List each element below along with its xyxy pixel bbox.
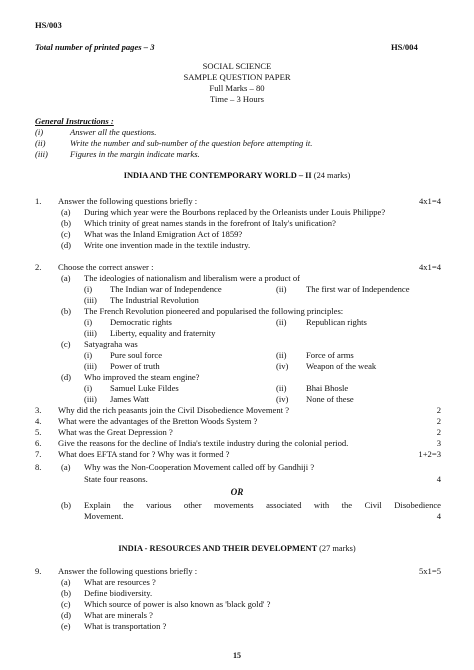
question-number: 3.: [35, 405, 42, 415]
question-marks: 4x1=4: [418, 196, 441, 206]
option-num: (i): [84, 350, 93, 360]
instructions-heading: General Instructions :: [35, 116, 114, 126]
part-label: (a): [61, 207, 71, 217]
option-text: James Watt: [110, 394, 150, 404]
total-pages-note: Total number of printed pages – 3: [35, 42, 155, 52]
part-label: (b): [61, 306, 72, 316]
part-label: (d): [61, 610, 72, 620]
part-text: Who improved the steam engine?: [84, 372, 200, 382]
question-marks: 2: [436, 405, 441, 415]
option-text: Pure soul force: [110, 350, 163, 360]
option-num: (i): [84, 383, 93, 393]
question-text: What does EFTA stand for ? Why was it formed ?: [58, 449, 230, 459]
option-text: Weapon of the weak: [306, 361, 377, 371]
question-text: Answer the following questions briefly :: [58, 196, 198, 206]
paper-code-right: HS/004: [391, 42, 418, 52]
part-text: During which year were the Bourbons replaced by the Orleanists under Louis Philippe?: [84, 207, 386, 217]
part-text: The ideologies of nationalism and liberalism were a product of: [84, 273, 300, 283]
part-label: (a): [61, 462, 71, 472]
part-text-cont: State four reasons.: [84, 474, 148, 484]
question-number: 9.: [35, 566, 42, 576]
option-num: (iv): [276, 361, 289, 371]
option-num: (i): [84, 317, 93, 327]
question-number: 6.: [35, 438, 42, 448]
part-text: What are minerals ?: [84, 610, 153, 620]
part-text: Which trinity of great names stands in the forefront of Italy's unification?: [84, 218, 336, 228]
option-text: Force of arms: [306, 350, 354, 360]
option-num: (iii): [84, 295, 97, 305]
option-text: Samuel Luke Fildes: [110, 383, 179, 393]
option-num: (iii): [84, 328, 97, 338]
full-marks: Full Marks – 80: [209, 83, 265, 93]
option-text: The first war of Independence: [306, 284, 410, 294]
paper-code-top: HS/003: [35, 20, 62, 30]
or-separator: OR: [230, 487, 244, 497]
instruction-num: (ii): [35, 138, 46, 148]
option-text: None of these: [306, 394, 354, 404]
paper-title: SAMPLE QUESTION PAPER: [183, 72, 291, 82]
part-label: (b): [61, 500, 72, 510]
option-num: (ii): [276, 383, 287, 393]
instruction-num: (iii): [35, 149, 48, 159]
part-text: Explain the various other movements associated with the Civil Disobedience: [84, 500, 441, 510]
option-text: Power of truth: [110, 361, 160, 371]
question-text: Answer the following questions briefly :: [58, 566, 198, 576]
part-label: (b): [61, 218, 72, 228]
page-number: 15: [233, 651, 241, 660]
part-label: (c): [61, 599, 71, 609]
part-label: (c): [61, 229, 71, 239]
part-text: The French Revolution pioneered and popularised the following principles:: [84, 306, 344, 316]
time-allowed: Time – 3 Hours: [210, 94, 264, 104]
section-marks: (27 marks): [319, 544, 356, 553]
subject-title: SOCIAL SCIENCE: [202, 61, 272, 71]
part-label: (e): [61, 621, 71, 631]
section-heading: [0, 544, 474, 554]
option-num: (ii): [276, 317, 287, 327]
question-number: 2.: [35, 262, 42, 272]
question-number: 1.: [35, 196, 42, 206]
part-text: Write one invention made in the textile industry.: [84, 240, 251, 250]
part-label: (d): [61, 372, 72, 382]
question-marks: 3: [436, 438, 441, 448]
part-label: (b): [61, 588, 72, 598]
part-label: (a): [61, 577, 71, 587]
part-text: What are resources ?: [84, 577, 156, 587]
part-text: Define biodiversity.: [84, 588, 153, 598]
option-num: (ii): [276, 284, 287, 294]
option-text: Republican rights: [306, 317, 367, 327]
part-text: Satyagraha was: [84, 339, 138, 349]
question-marks: 4x1=4: [418, 262, 441, 272]
section-title: INDIA AND THE CONTEMPORARY WORLD – II: [123, 171, 312, 180]
question-marks: 5x1=5: [418, 566, 441, 576]
option-text: Democratic rights: [110, 317, 172, 327]
section-marks: (24 marks): [313, 171, 351, 180]
question-number: 7.: [35, 449, 42, 459]
instruction-text: Answer all the questions.: [70, 127, 157, 137]
section-heading: [0, 171, 474, 181]
question-number: 4.: [35, 416, 42, 426]
part-text: What was the Inland Emigration Act of 1859?: [84, 229, 243, 239]
part-text: Why was the Non-Cooperation Movement called off by Gandhiji ?: [84, 462, 315, 472]
instruction-text: Write the number and sub-number of the question before attempting it.: [70, 138, 313, 148]
option-text: The Industrial Revolution: [110, 295, 199, 305]
part-text: What is transportation ?: [84, 621, 167, 631]
option-num: (ii): [276, 350, 287, 360]
instruction-num: (i): [35, 127, 44, 137]
question-marks: 4: [436, 511, 441, 521]
question-marks: 1+2=3: [418, 449, 441, 459]
option-num: (i): [84, 284, 93, 294]
question-marks: 4: [436, 474, 441, 484]
option-num: (iii): [84, 361, 97, 371]
option-text: The Indian war of Independence: [110, 284, 222, 294]
section-title: INDIA - RESOURCES AND THEIR DEVELOPMENT: [118, 544, 318, 553]
part-label: (c): [61, 339, 71, 349]
question-marks: 2: [436, 427, 441, 437]
question-text: What were the advantages of the Bretton Woods System ?: [58, 416, 258, 426]
part-label: (a): [61, 273, 71, 283]
part-label: (d): [61, 240, 72, 250]
option-num: (iv): [276, 394, 289, 404]
part-text-cont: Movement.: [84, 511, 124, 521]
question-text: Choose the correct answer :: [58, 262, 154, 272]
question-text: Why did the rich peasants join the Civil Disobedience Movement ?: [58, 405, 290, 415]
question-text: Give the reasons for the decline of India's textile industry during the colonial period.: [58, 438, 349, 448]
option-num: (iii): [84, 394, 97, 404]
question-number: 8.: [35, 462, 42, 472]
question-text: What was the Great Depression ?: [58, 427, 173, 437]
question-marks: 2: [436, 416, 441, 426]
option-text: Bhai Bhosle: [306, 383, 349, 393]
instruction-text: Figures in the margin indicate marks.: [70, 149, 200, 159]
part-text: Which source of power is also known as 'black gold' ?: [84, 599, 271, 609]
option-text: Liberty, equality and fraternity: [110, 328, 216, 338]
question-number: 5.: [35, 427, 42, 437]
